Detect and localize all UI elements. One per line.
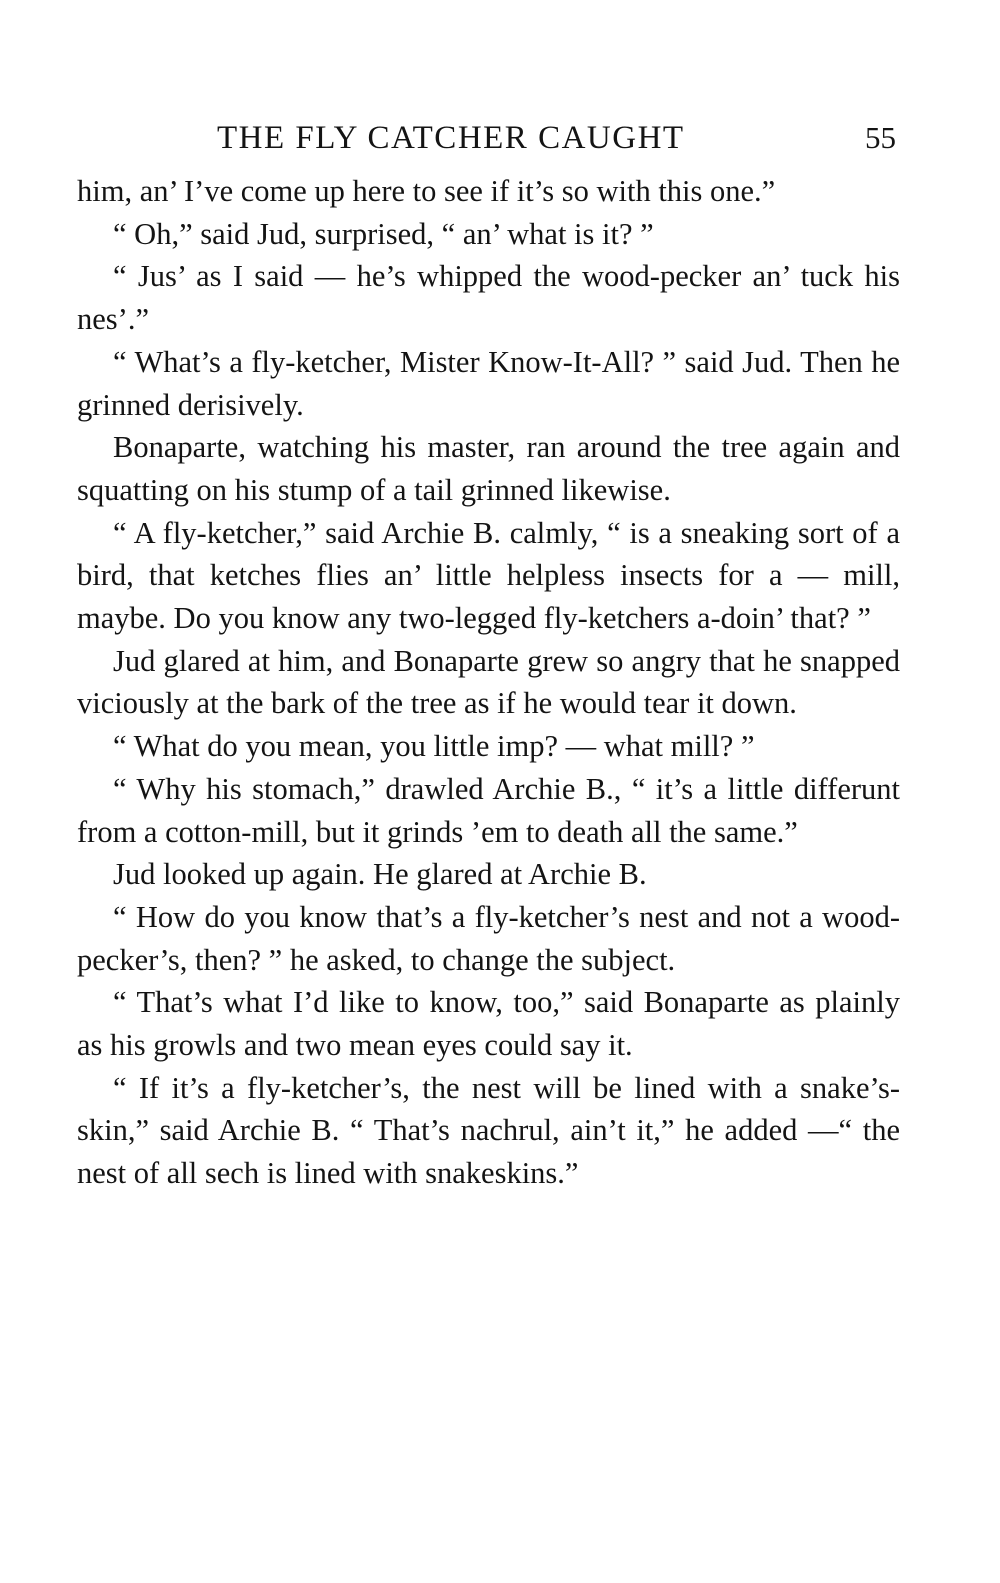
paragraph: Jud looked up again. He glared at Archie B. bbox=[113, 857, 647, 892]
book-page bbox=[77, 112, 900, 1195]
running-title: THE FLY CATCHER CAUGHT bbox=[217, 120, 685, 156]
paragraph: “ Why his stomach,” drawled Archie B., “ it’s a little differunt from a cotton-mill, but it grinds ’em to death all the same.” bbox=[77, 771, 900, 849]
paragraph: “ That’s what I’d like to know, too,” said Bonaparte as plainly as his growls and two mean eyes could say it. bbox=[77, 985, 900, 1063]
paragraph: him, an’ I’ve come up here to see if it’s so with this one.” bbox=[77, 174, 776, 208]
paragraph: “ What do you mean, you little imp? — what mill? ” bbox=[113, 729, 755, 764]
paragraph: Jud glared at him, and Bonaparte grew so angry that he snapped viciously at the bark of the tree as if he would tear it down. bbox=[77, 643, 900, 721]
paragraph: “ A fly-ketcher,” said Archie B. calmly, “ is a sneaking sort of a bird, that ketches flies an’ little helpless insects for a — mill, maybe. Do you know any two-legged fly-ketchers a-doin’ that? ” bbox=[77, 515, 900, 636]
paragraph: “ Jus’ as I said — he’s whipped the wood-pecker an’ tuck his nes’.” bbox=[77, 259, 900, 337]
paragraph: “ If it’s a fly-ketcher’s, the nest will be lined with a snake’s-skin,” said Archie B. “ That’s nachrul, ain’t it,” he added —“ the nest of all sech is lined with snakeskins.” bbox=[77, 1070, 900, 1191]
page-number: 55 bbox=[865, 120, 896, 155]
paragraph: “ What’s a fly-ketcher, Mister Know-It-All? ” said Jud. Then he grinned derisively. bbox=[77, 344, 900, 422]
running-head bbox=[77, 112, 900, 164]
paragraph: Bonaparte, watching his master, ran around the tree again and squatting on his stump of a tail grinned likewise. bbox=[77, 430, 900, 507]
paragraph: “ How do you know that’s a fly-ketcher’s nest and not a wood-pecker’s, then? ” he asked, to change the subject. bbox=[77, 899, 900, 977]
paragraph: “ Oh,” said Jud, surprised, “ an’ what is it? ” bbox=[113, 216, 654, 251]
body-text bbox=[77, 170, 900, 1195]
